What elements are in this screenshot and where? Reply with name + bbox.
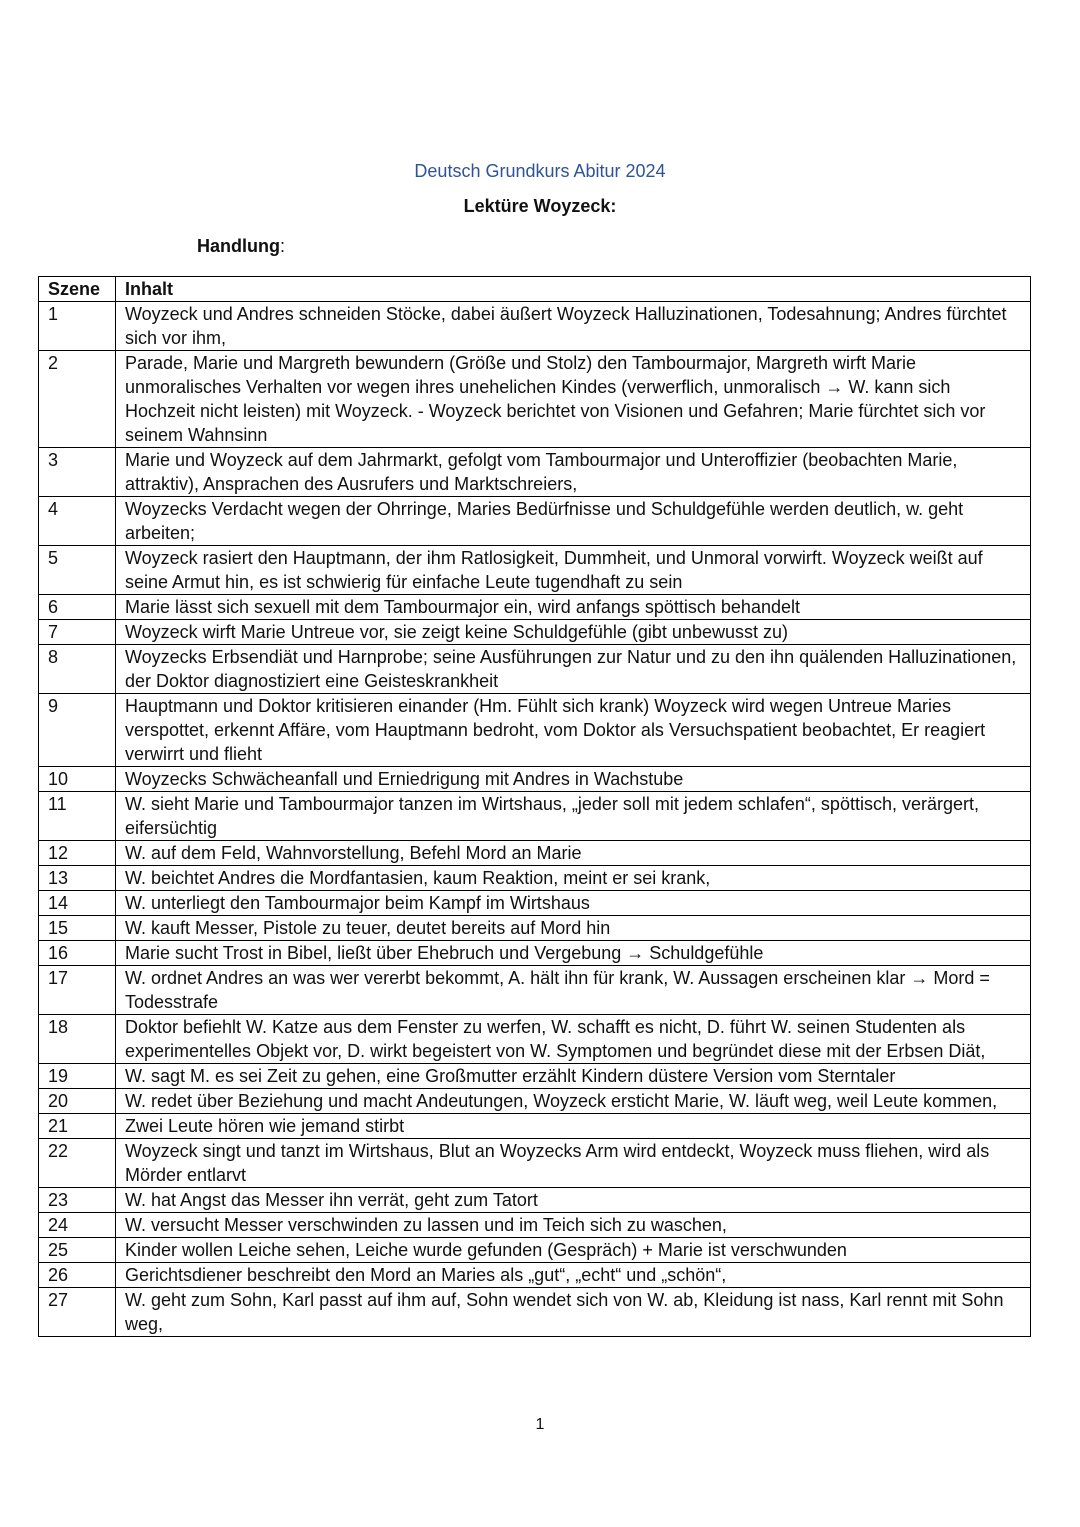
scene-content: Woyzeck und Andres schneiden Stöcke, dabei äußert Woyzeck Halluzinationen, Todesahnung; Andres fürchtet sich vor ihm, bbox=[116, 302, 1031, 351]
section-heading bbox=[197, 236, 285, 257]
plot-summary-table bbox=[38, 276, 1031, 1337]
table-row bbox=[39, 941, 1031, 966]
table-row bbox=[39, 1238, 1031, 1263]
page-number: 1 bbox=[535, 1416, 545, 1433]
scene-content: Woyzecks Erbsendiät und Harnprobe; seine Ausführungen zur Natur und zu den ihn quälenden Halluzinationen, der Doktor diagnostiziert eine Geisteskrankheit bbox=[116, 645, 1031, 694]
scene-content: Marie sucht Trost in Bibel, ließt über Ehebruch und Vergebung → Schuldgefühle bbox=[116, 941, 1031, 966]
table-row bbox=[39, 891, 1031, 916]
scene-content: Gerichtsdiener beschreibt den Mord an Maries als „gut“, „echt“ und „schön“, bbox=[116, 1263, 1031, 1288]
column-header-scene: Szene bbox=[39, 277, 116, 302]
scene-number: 17 bbox=[39, 966, 116, 1015]
scene-number: 9 bbox=[39, 694, 116, 767]
table-row bbox=[39, 497, 1031, 546]
document-header: Deutsch Grundkurs Abitur 2024 bbox=[414, 161, 666, 181]
scene-content: W. redet über Beziehung und macht Andeutungen, Woyzeck ersticht Marie, W. läuft weg, weil Leute kommen, bbox=[116, 1089, 1031, 1114]
scene-number: 14 bbox=[39, 891, 116, 916]
table-row bbox=[39, 1139, 1031, 1188]
scene-number: 13 bbox=[39, 866, 116, 891]
table-row bbox=[39, 966, 1031, 1015]
scene-content: W. auf dem Feld, Wahnvorstellung, Befehl Mord an Marie bbox=[116, 841, 1031, 866]
table-row bbox=[39, 1015, 1031, 1064]
scene-content: W. ordnet Andres an was wer vererbt bekommt, A. hält ihn für krank, W. Aussagen erscheinen klar → Mord = Todesstrafe bbox=[116, 966, 1031, 1015]
scene-content: W. sagt M. es sei Zeit zu gehen, eine Großmutter erzählt Kindern düstere Version vom Sterntaler bbox=[116, 1064, 1031, 1089]
scene-number: 18 bbox=[39, 1015, 116, 1064]
scene-number: 22 bbox=[39, 1139, 116, 1188]
scene-number: 3 bbox=[39, 448, 116, 497]
table-row bbox=[39, 1089, 1031, 1114]
table-row bbox=[39, 1064, 1031, 1089]
table-row bbox=[39, 448, 1031, 497]
scene-content: W. beichtet Andres die Mordfantasien, kaum Reaktion, meint er sei krank, bbox=[116, 866, 1031, 891]
scene-number: 16 bbox=[39, 941, 116, 966]
scene-number: 11 bbox=[39, 792, 116, 841]
table-row bbox=[39, 792, 1031, 841]
table-row bbox=[39, 916, 1031, 941]
scene-number: 1 bbox=[39, 302, 116, 351]
column-header-content: Inhalt bbox=[116, 277, 1031, 302]
scene-number: 20 bbox=[39, 1089, 116, 1114]
table-row bbox=[39, 1288, 1031, 1337]
table-row bbox=[39, 302, 1031, 351]
table-row bbox=[39, 595, 1031, 620]
document-subtitle: Lektüre Woyzeck: bbox=[463, 196, 617, 216]
table-row bbox=[39, 1188, 1031, 1213]
scene-number: 25 bbox=[39, 1238, 116, 1263]
scene-content: W. unterliegt den Tambourmajor beim Kampf im Wirtshaus bbox=[116, 891, 1031, 916]
scene-number: 19 bbox=[39, 1064, 116, 1089]
table-row bbox=[39, 866, 1031, 891]
scene-content: Woyzeck rasiert den Hauptmann, der ihm Ratlosigkeit, Dummheit, und Unmoral vorwirft. Woyzeck weißt auf seine Armut hin, es ist schwierig für einfache Leute tugendhaft zu sein bbox=[116, 546, 1031, 595]
table-row bbox=[39, 546, 1031, 595]
scene-content: Kinder wollen Leiche sehen, Leiche wurde gefunden (Gespräch) + Marie ist verschwunden bbox=[116, 1238, 1031, 1263]
section-heading-colon: : bbox=[280, 236, 286, 256]
scene-number: 24 bbox=[39, 1213, 116, 1238]
section-heading-text: Handlung bbox=[197, 236, 280, 256]
scene-number: 12 bbox=[39, 841, 116, 866]
scene-number: 6 bbox=[39, 595, 116, 620]
scene-number: 8 bbox=[39, 645, 116, 694]
table-body bbox=[39, 302, 1031, 1337]
scene-content: W. geht zum Sohn, Karl passt auf ihm auf, Sohn wendet sich von W. ab, Kleidung ist nass, Karl rennt mit Sohn weg, bbox=[116, 1288, 1031, 1337]
scene-content: Marie lässt sich sexuell mit dem Tambourmajor ein, wird anfangs spöttisch behandelt bbox=[116, 595, 1031, 620]
table-row bbox=[39, 694, 1031, 767]
scene-content: Hauptmann und Doktor kritisieren einander (Hm. Fühlt sich krank) Woyzeck wird wegen Untreue Maries verspottet, erkennt Affäre, vom Hauptmann bedroht, vom Doktor als Versuchspatient beobachtet, Er reagiert verwirrt und flieht bbox=[116, 694, 1031, 767]
scene-content: W. kauft Messer, Pistole zu teuer, deutet bereits auf Mord hin bbox=[116, 916, 1031, 941]
scene-content: Marie und Woyzeck auf dem Jahrmarkt, gefolgt vom Tambourmajor und Unteroffizier (beobachten Marie, attraktiv), Ansprachen des Ausrufers und Marktschreiers, bbox=[116, 448, 1031, 497]
table-header-row bbox=[39, 277, 1031, 302]
scene-number: 7 bbox=[39, 620, 116, 645]
scene-number: 27 bbox=[39, 1288, 116, 1337]
scene-number: 26 bbox=[39, 1263, 116, 1288]
scene-number: 15 bbox=[39, 916, 116, 941]
scene-number: 2 bbox=[39, 351, 116, 448]
scene-number: 21 bbox=[39, 1114, 116, 1139]
scene-content: Woyzeck wirft Marie Untreue vor, sie zeigt keine Schuldgefühle (gibt unbewusst zu) bbox=[116, 620, 1031, 645]
table-row bbox=[39, 841, 1031, 866]
scene-number: 23 bbox=[39, 1188, 116, 1213]
table-row bbox=[39, 351, 1031, 448]
scene-number: 4 bbox=[39, 497, 116, 546]
scene-content: W. hat Angst das Messer ihn verrät, geht zum Tatort bbox=[116, 1188, 1031, 1213]
table-row bbox=[39, 1263, 1031, 1288]
scene-content: Woyzeck singt und tanzt im Wirtshaus, Blut an Woyzecks Arm wird entdeckt, Woyzeck muss fliehen, wird als Mörder entlarvt bbox=[116, 1139, 1031, 1188]
scene-number: 5 bbox=[39, 546, 116, 595]
scene-content: W. versucht Messer verschwinden zu lassen und im Teich sich zu waschen, bbox=[116, 1213, 1031, 1238]
table-row bbox=[39, 1114, 1031, 1139]
scene-content: Parade, Marie und Margreth bewundern (Größe und Stolz) den Tambourmajor, Margreth wirft Marie unmoralisches Verhalten vor wegen ihres unehelichen Kindes (verwerflich, unmoralisch → W. kann sich Hochzeit nicht leisten) mit Woyzeck. - Woyzeck berichtet von Visionen und Gefahren; Marie fürchtet sich vor seinem Wahnsinn bbox=[116, 351, 1031, 448]
scene-content: Doktor befiehlt W. Katze aus dem Fenster zu werfen, W. schafft es nicht, D. führt W. seinen Studenten als experimentelles Objekt vor, D. wirkt begeistert von W. Symptomen und begründet diese mit der Erbsen Diät, bbox=[116, 1015, 1031, 1064]
table-row bbox=[39, 767, 1031, 792]
table-row bbox=[39, 645, 1031, 694]
scene-content: Zwei Leute hören wie jemand stirbt bbox=[116, 1114, 1031, 1139]
table-row bbox=[39, 1213, 1031, 1238]
scene-content: W. sieht Marie und Tambourmajor tanzen im Wirtshaus, „jeder soll mit jedem schlafen“, spöttisch, verärgert, eifersüchtig bbox=[116, 792, 1031, 841]
table-row bbox=[39, 620, 1031, 645]
scene-number: 10 bbox=[39, 767, 116, 792]
scene-content: Woyzecks Schwächeanfall und Erniedrigung mit Andres in Wachstube bbox=[116, 767, 1031, 792]
scene-content: Woyzecks Verdacht wegen der Ohrringe, Maries Bedürfnisse und Schuldgefühle werden deutlich, w. geht arbeiten; bbox=[116, 497, 1031, 546]
